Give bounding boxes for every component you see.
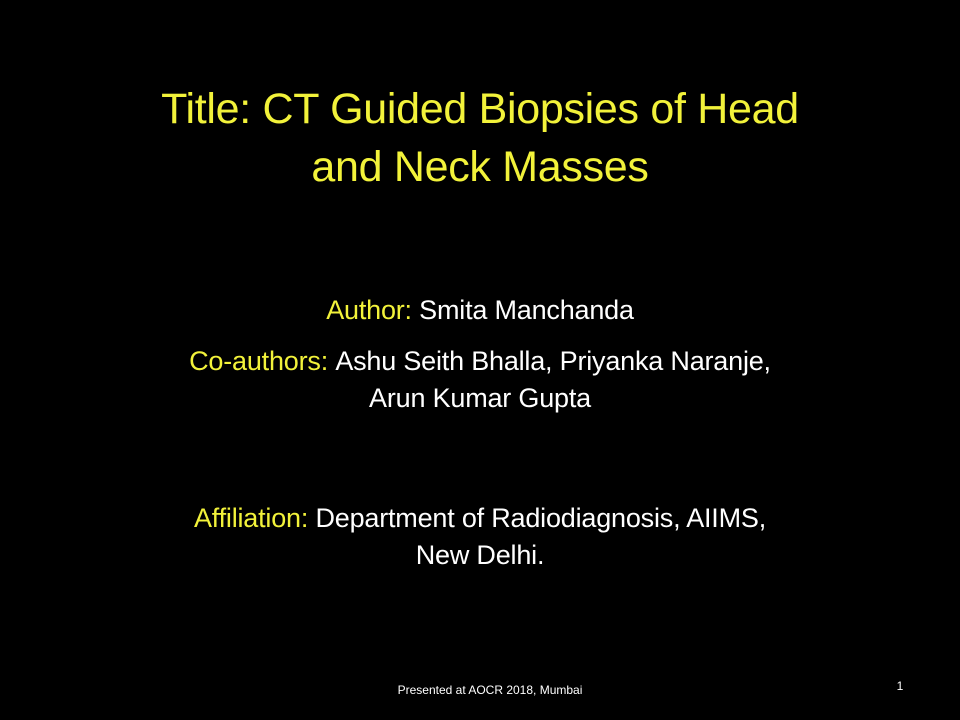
title-line-2: and Neck Masses (311, 143, 649, 191)
coauthors-label: Co-authors: (189, 346, 328, 376)
affiliation-block (60, 500, 900, 574)
slide-title (40, 80, 920, 196)
author-block (60, 292, 900, 329)
author-label: Author: (326, 295, 412, 325)
affiliation-label: Affiliation: (193, 503, 309, 533)
author-name: Smita Manchanda (419, 295, 634, 325)
slide-footer: Presented at AOCR 2018, Mumbai (397, 683, 583, 697)
coauthors-block (60, 343, 900, 417)
page-number: 1 (896, 679, 904, 693)
coauthors-names-line-1: Ashu Seith Bhalla, Priyanka Naranje, (335, 346, 771, 376)
coauthors-names-line-2: Arun Kumar Gupta (369, 383, 591, 413)
affiliation-line-1: Department of Radiodiagnosis, AIIMS, (315, 503, 767, 533)
affiliation-line-2: New Delhi. (415, 540, 545, 570)
title-line-1: Title: CT Guided Biopsies of Head (161, 85, 799, 133)
